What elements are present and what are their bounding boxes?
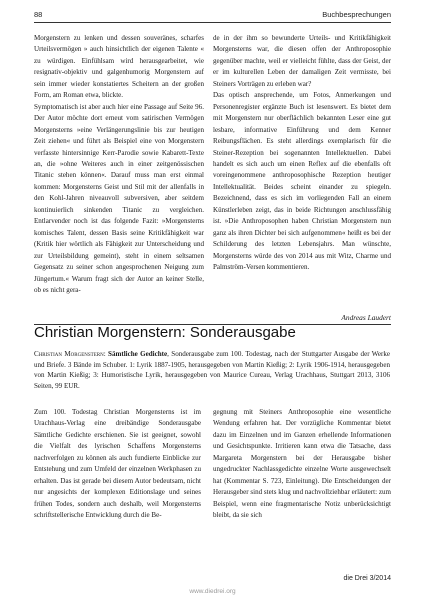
issue-label: die Drei 3/2014	[343, 575, 391, 582]
paragraph: Das optisch ansprechende, um Fotos, Anmerkungen und Personenregister ergänzte Buch ist lesenswert. Es bietet dem mit Morgenstern nur oberflächlich bekannten Leser eine gut lesbare, informative Einführung und dem Kenner Reibungsflächen. Es steht allerdings exemplarisch für die Steiner-Rezeption bei sogenannten Intellektuellen. Dabei handelt es sich auch um einen Reflex auf die ebenfalls oft voreingenommene anthroposophische Rezeption heutiger Intellektualität. Beides scheint einander zu spiegeln. Bezeichnend, dass es sich im vorliegenden Fall an einem Künstlerleben zeigt, das in beide Richtungen anschlussfähig ist. »Die Anthroposophen haben Christian Morgenstern nun ganz als ihren Dichter bei sich aufgenommen« heißt es bei der Schilderung des letzten Lebensjahrs. Man wünschte, Morgensterns würde des von 2014 aus mit Witz, Charme und Palmström-Versen kommentieren.	[213, 91, 391, 272]
paragraph: Zum 100. Todestag Christian Morgensterns ist im Urachhaus-Verlag eine dreibändige Sonderausgabe Sämtliche Gedichte erschienen. Sie ist geeignet, sowohl die Vielfalt des lyrischen Schaffens Morgensterns nachverfolgen zu können als auch fundierte Einblicke zur Entstehung und zum Umfeld der einzelnen Werkphasen zu erhalten. Das ist gerade bei diesem Autor bedeutsam, nicht nur angesichts der komplexen Editionslage und seines frühen Todes, sondern auch deshalb, weil Morgensterns schriftstellerische Entwicklung durch die Be-	[34, 408, 201, 520]
review2-column-right	[213, 407, 391, 522]
biblio-details: , Sonderausgabe zum 100. Todestag, nach der Stuttgarter Ausgabe der Werke und Briefe. 3 Bände im Schuber. 1: Lyrik 1887-1905, herausgegeben von Martin Kießig; 2: Lyrik 1906-1914, herausgegeben von Martin Kießig; 3: Humoristische Lyrik, herausgegeben von Maurice Cureau, Verlag Urachhaus, Stuttgart 2013, 3106 Seiten, 99 EUR.	[34, 350, 390, 390]
biblio-author: Christian Morgenstern:	[34, 350, 106, 358]
review1-column-right	[213, 33, 391, 274]
biblio-work-title: Sämtliche Gedichte	[108, 350, 168, 358]
watermark: www.diedrei.org	[189, 588, 236, 595]
review1-column-left	[34, 33, 204, 296]
paragraph: gegnung mit Steiners Anthroposophie eine wesentliche Wendung erfahren hat. Der vorzügliche Kommentar bietet dazu im Einzelnen und im Ganzen erhellende Informationen und Gesichtspunkte. Irritieren kann etwa die Tatsache, dass Margareta Morgenstern bei der Herausgabe bisher ungedruckter Nachlassgedichte einzelne Worte ausgewechselt hat (Kommentar S. 723, Einleitung). Die Entscheidungen der Herausgeber sind stets klug und nachvollziehbar erläutert: zum Beispiel, wenn eine fragmentarische Notiz unberücksichtigt bleibt, da sie sich	[213, 408, 391, 520]
header-rule	[34, 22, 391, 23]
reviewer-name: Andreas Laudert	[341, 313, 391, 322]
paragraph: Symptomatisch ist aber auch hier eine Passage auf Seite 96. Der Autor möchte dort erneut vom satirischen Vermögen Morgensterns »eine Verlängerungslinie bis zur heutigen Zeit ziehen« und führt als Beispiel eine von Morgenstern verfasste hintersinnige Kerr-Parodie sowie Kabarett-Texte an, die »ohne Weiteres auch in einer zeitgenössischen Titanic stehen können«. Darauf muss man erst einmal kommen: Morgensterns Geist und Stil mit der allenfalls in den Kohl-Jahren niveauvoll subversiven, aber seitdem kontinuierlich sinkenden Titanic zu vergleichen. Entlarvender noch ist das folgende Fazit: »Morgensterns komisches Talent, dessen Basis seine Kritikfähigkeit war (Kritik hier wörtlich als Fähigkeit zur Unterscheidung und zur Urteilsbildung gemeint), steht in einem seltsamen Gegensatz zu seiner schon angesprochenen Neigung zum Jüngertum.« Warum fragt sich der Autor an keiner Stelle, ob es nicht gera-	[34, 102, 204, 294]
section-title: Buchbesprechungen	[322, 10, 391, 19]
paragraph: de in der ihm so bewunderte Urteils- und Kritikfähigkeit Morgensterns war, die diesen offen der Anthroposophie gegenüber machte, weil er vielleicht fühlte, dass der Geist, der er im kulturellen Leben der damaligen Zeit vermisste, bei Steiners Vorträgen zu erleben war?	[213, 34, 391, 88]
review-title: Christian Morgenstern: Sonderausgabe	[34, 324, 296, 341]
page-number: 88	[34, 10, 43, 19]
review2-column-left	[34, 407, 201, 522]
bibliographic-entry	[34, 349, 390, 391]
paragraph: Morgenstern zu lenken und dessen souveränes, scharfes Urteilsvermögen » auch hinsichtlich der eigenen Talente « zu würdigen. Einfühlsam wird herausgearbeitet, wie resignativ-objektiv und galgenhumorig Morgenstern auf sein immer wieder konstatiertes Scheitern an der großen Form, am Roman etwa, blickte.	[34, 34, 204, 100]
